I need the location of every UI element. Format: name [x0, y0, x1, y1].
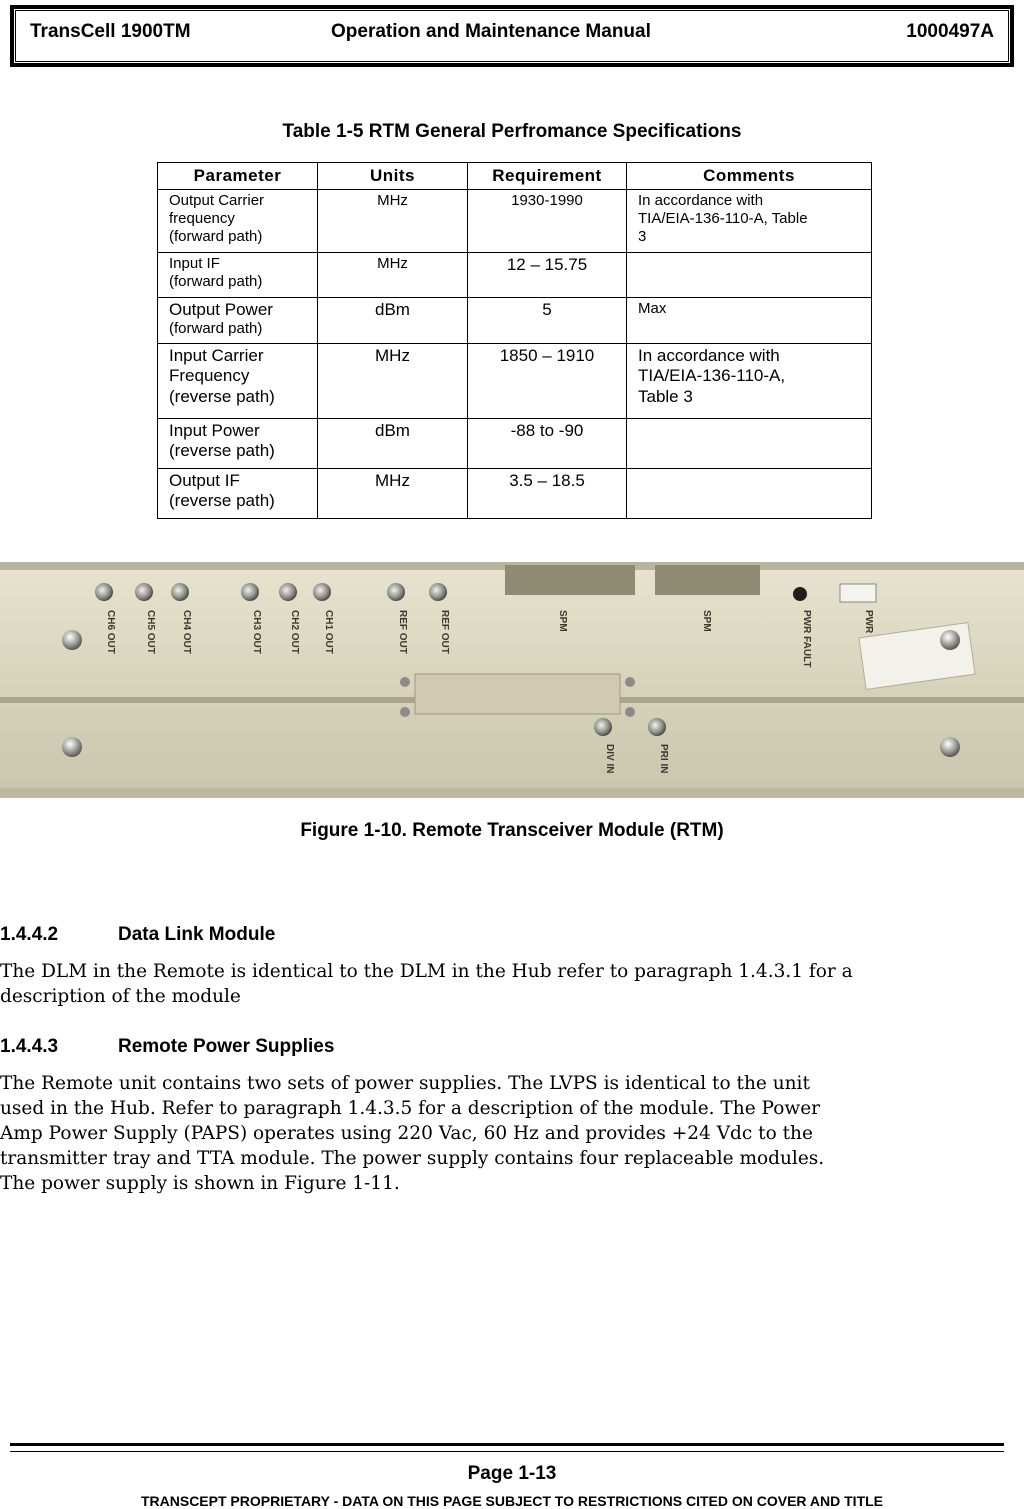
rtm-photo — [0, 562, 1024, 798]
cell-requirement: 5 — [468, 298, 627, 344]
cell-line: TIA/EIA-136-110-A, — [638, 366, 786, 386]
page-header — [10, 5, 1014, 67]
section-number: 1.4.4.3 — [0, 1036, 59, 1057]
center-plate — [415, 674, 620, 714]
cell-parameter — [158, 469, 318, 519]
section-heading — [0, 1036, 334, 1058]
label-ch4-out: CH4 OUT — [181, 610, 192, 654]
cell-parameter — [158, 190, 318, 253]
cell-comments — [627, 298, 872, 344]
cell-line: frequency — [169, 210, 235, 227]
section-paragraph — [0, 1071, 1020, 1196]
label-ch5-out: CH5 OUT — [145, 610, 156, 654]
table-row — [158, 344, 872, 419]
label-spm-2: SPM — [701, 610, 712, 632]
section-paragraph — [0, 959, 1020, 1009]
cell-comments — [627, 253, 872, 298]
label-ref-out-1: REF OUT — [397, 610, 408, 654]
table-row — [158, 419, 872, 469]
paragraph-line: Amp Power Supply (PAPS) operates using 220 Vac, 60 Hz and provides +24 Vdc to the — [0, 1123, 813, 1144]
section-number: 1.4.4.2 — [0, 924, 59, 945]
cell-line: Output Power — [169, 300, 273, 319]
knob-bottom-left — [62, 737, 82, 757]
div-in-connector — [594, 718, 612, 736]
cell-line: Table 3 — [638, 386, 693, 406]
cell-comments — [627, 344, 872, 419]
cell-comments — [627, 419, 872, 469]
cell-units: MHz — [318, 190, 468, 253]
cell-line: 3 — [638, 228, 647, 245]
cell-parameter — [158, 298, 318, 344]
cell-parameter — [158, 419, 318, 469]
col-header-requirement: Requirement — [468, 163, 627, 190]
table-header-row — [158, 163, 872, 190]
section-title: Remote Power Supplies — [118, 1036, 335, 1057]
col-header-comments: Comments — [627, 163, 872, 190]
label-div-in: DIV IN — [604, 744, 615, 774]
cell-line: Input IF — [169, 255, 220, 272]
ref-out-connector-2 — [429, 583, 447, 601]
table-title: Table 1-5 RTM General Perfromance Specifications — [282, 121, 742, 142]
cell-line: (forward path) — [169, 273, 263, 290]
paragraph-line: used in the Hub. Refer to paragraph 1.4.3.5 for a description of the module. The Power — [0, 1098, 820, 1119]
ref-out-connector-1 — [387, 583, 405, 601]
screw — [625, 677, 635, 687]
figure-caption: Figure 1-10. Remote Transceiver Module (RTM) — [300, 820, 724, 841]
knob-top-right — [940, 630, 960, 650]
paragraph-line: The power supply is shown in Figure 1-11. — [0, 1173, 400, 1194]
cell-line: Output IF — [169, 471, 240, 490]
footer-rule — [10, 1443, 1004, 1452]
paragraph-line: The DLM in the Remote is identical to the DLM in the Hub refer to paragraph 1.4.3.1 for a — [0, 961, 853, 982]
cell-units: dBm — [318, 419, 468, 469]
ch5-connector — [135, 583, 153, 601]
panel-bottom-edge — [0, 788, 1024, 798]
ch2-connector — [279, 583, 297, 601]
proprietary-notice: TRANSCEPT PROPRIETARY - DATA ON THIS PAGE SUBJECT TO RESTRICTIONS CITED ON COVER AND TITLE — [140, 1493, 884, 1509]
cell-line: In accordance with — [638, 346, 780, 365]
cell-comments — [627, 190, 872, 253]
cell-requirement: 3.5 – 18.5 — [468, 469, 627, 519]
label-pri-in: PRI IN — [658, 744, 669, 774]
panel-top-slot-left — [505, 565, 635, 595]
cell-line: (reverse path) — [169, 491, 275, 511]
cell-parameter — [158, 253, 318, 298]
label-pwr: PWR — [863, 610, 874, 634]
header-product: TransCell 1900TM — [30, 21, 191, 42]
table-row — [158, 253, 872, 298]
paragraph-line: description of the module — [0, 986, 241, 1007]
label-spm-1: SPM — [557, 610, 568, 632]
cell-requirement: 12 – 15.75 — [468, 253, 627, 298]
cell-comments — [627, 469, 872, 519]
header-title: Operation and Maintenance Manual — [331, 21, 651, 42]
label-pwr-fault: PWR FAULT — [801, 610, 812, 668]
cell-requirement: 1850 – 1910 — [468, 344, 627, 419]
label-ref-out-2: REF OUT — [439, 610, 450, 654]
ch4-connector — [171, 583, 189, 601]
paragraph-line: The Remote unit contains two sets of power supplies. The LVPS is identical to the unit — [0, 1073, 810, 1094]
label-ch6-out: CH6 OUT — [105, 610, 116, 654]
cell-line: TIA/EIA-136-110-A, Table — [638, 210, 808, 227]
col-header-units: Units — [318, 163, 468, 190]
screw — [400, 677, 410, 687]
page-number: Page 1-13 — [467, 1463, 557, 1484]
cell-line: (forward path) — [169, 320, 263, 338]
table-row — [158, 298, 872, 344]
cell-units: dBm — [318, 298, 468, 344]
screw — [400, 707, 410, 717]
knob-top-left — [62, 630, 82, 650]
cell-units: MHz — [318, 469, 468, 519]
cell-line: Frequency — [169, 366, 250, 386]
section-title: Data Link Module — [118, 924, 276, 945]
table-row — [158, 190, 872, 253]
cell-line: In accordance with — [638, 192, 764, 209]
power-connector — [840, 584, 876, 602]
cell-requirement: 1930-1990 — [468, 190, 627, 253]
cell-parameter — [158, 344, 318, 419]
table-row — [158, 469, 872, 519]
cell-requirement: -88 to -90 — [468, 419, 627, 469]
section-heading — [0, 924, 275, 946]
label-ch2-out: CH2 OUT — [289, 610, 300, 654]
knob-bottom-right — [940, 737, 960, 757]
panel-top-slot-right — [655, 565, 760, 595]
spec-table — [157, 162, 872, 519]
cell-line: Input Power — [169, 421, 260, 440]
pri-in-connector — [648, 718, 666, 736]
col-header-parameter: Parameter — [158, 163, 318, 190]
header-doc-number: 1000497A — [906, 21, 994, 42]
paragraph-line: transmitter tray and TTA module. The power supply contains four replaceable modules. — [0, 1148, 825, 1169]
cell-line: Input Carrier — [169, 346, 264, 365]
cell-units: MHz — [318, 344, 468, 419]
label-ch3-out: CH3 OUT — [251, 610, 262, 654]
fault-led — [793, 587, 807, 601]
ch6-connector — [95, 583, 113, 601]
cell-line: (reverse path) — [169, 386, 275, 406]
cell-line: Output Carrier — [169, 192, 265, 209]
screw — [625, 707, 635, 717]
ch1-connector — [313, 583, 331, 601]
ch3-connector — [241, 583, 259, 601]
cell-line: (forward path) — [169, 228, 263, 245]
cell-line: (reverse path) — [169, 441, 275, 461]
cell-line: Max — [638, 300, 667, 317]
label-ch1-out: CH1 OUT — [323, 610, 334, 654]
cell-units: MHz — [318, 253, 468, 298]
